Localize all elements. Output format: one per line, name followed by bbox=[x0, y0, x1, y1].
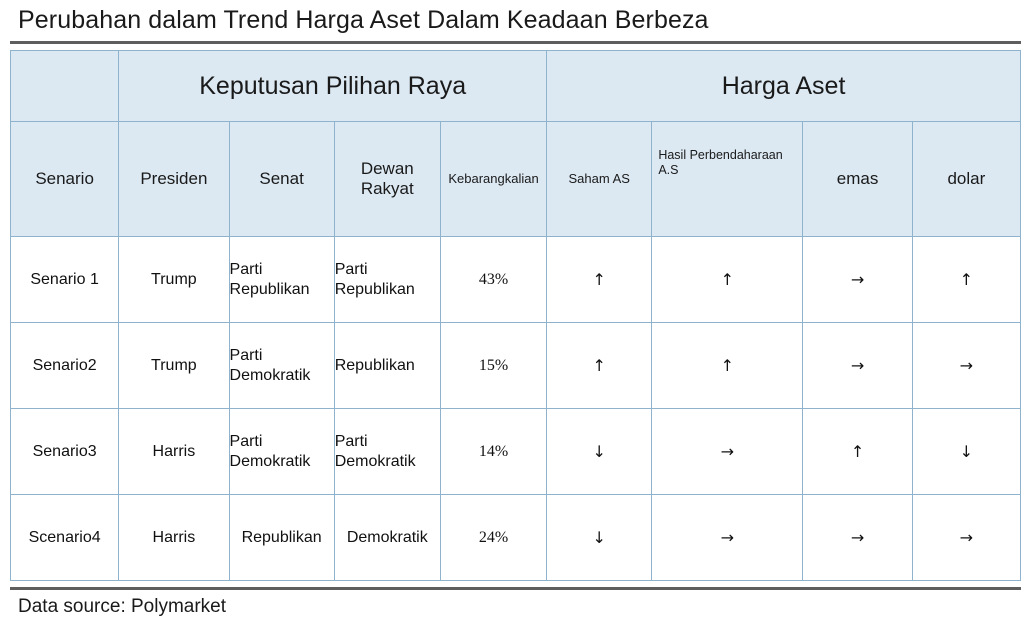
cell-presiden: Trump bbox=[119, 323, 229, 409]
group-header-blank bbox=[11, 51, 119, 122]
cell-dolar-arrow-icon: → bbox=[912, 323, 1020, 409]
cell-hasil-perbendaharaan-arrow-icon: → bbox=[652, 495, 803, 581]
col-header-senario: Senario bbox=[11, 122, 119, 237]
table-row bbox=[11, 495, 1021, 581]
cell-dewan-rakyat: Demokratik bbox=[334, 495, 440, 581]
cell-senario: Senario3 bbox=[11, 409, 119, 495]
table-group-header-row bbox=[11, 51, 1021, 122]
cell-dewan-rakyat: Parti Republikan bbox=[334, 237, 440, 323]
cell-kebarangkalian: 15% bbox=[440, 323, 546, 409]
col-header-senat: Senat bbox=[229, 122, 334, 237]
cell-kebarangkalian: 24% bbox=[440, 495, 546, 581]
cell-presiden: Harris bbox=[119, 495, 229, 581]
cell-senat: Parti Demokratik bbox=[229, 323, 334, 409]
table-row bbox=[11, 409, 1021, 495]
cell-presiden: Harris bbox=[119, 409, 229, 495]
cell-senario: Senario 1 bbox=[11, 237, 119, 323]
group-header-election: Keputusan Pilihan Raya bbox=[119, 51, 547, 122]
cell-hasil-perbendaharaan-arrow-icon: ↑ bbox=[652, 237, 803, 323]
cell-dewan-rakyat: Parti Demokratik bbox=[334, 409, 440, 495]
col-header-emas: emas bbox=[803, 122, 912, 237]
table-row bbox=[11, 237, 1021, 323]
scenario-table bbox=[10, 50, 1021, 581]
cell-kebarangkalian: 14% bbox=[440, 409, 546, 495]
cell-senario: Scenario4 bbox=[11, 495, 119, 581]
cell-dolar-arrow-icon: ↓ bbox=[912, 409, 1020, 495]
cell-emas-arrow-icon: → bbox=[803, 495, 912, 581]
col-header-kebarangkalian: Kebarangkalian bbox=[440, 122, 546, 237]
cell-hasil-perbendaharaan-arrow-icon: ↑ bbox=[652, 323, 803, 409]
cell-saham-as-arrow-icon: ↑ bbox=[547, 323, 652, 409]
cell-hasil-perbendaharaan-arrow-icon: → bbox=[652, 409, 803, 495]
cell-presiden: Trump bbox=[119, 237, 229, 323]
page-title: Perubahan dalam Trend Harga Aset Dalam Keadaan Berbeza bbox=[18, 6, 709, 34]
col-header-saham-as: Saham AS bbox=[547, 122, 652, 237]
cell-senat: Parti Demokratik bbox=[229, 409, 334, 495]
group-header-assets: Harga Aset bbox=[547, 51, 1021, 122]
cell-dolar-arrow-icon: → bbox=[912, 495, 1020, 581]
cell-emas-arrow-icon: → bbox=[803, 237, 912, 323]
col-header-presiden: Presiden bbox=[119, 122, 229, 237]
title-divider bbox=[10, 41, 1021, 44]
cell-emas-arrow-icon: ↑ bbox=[803, 409, 912, 495]
table-row bbox=[11, 323, 1021, 409]
cell-saham-as-arrow-icon: ↓ bbox=[547, 409, 652, 495]
cell-saham-as-arrow-icon: ↓ bbox=[547, 495, 652, 581]
cell-kebarangkalian: 43% bbox=[440, 237, 546, 323]
cell-dolar-arrow-icon: ↑ bbox=[912, 237, 1020, 323]
cell-senario: Senario2 bbox=[11, 323, 119, 409]
cell-senat: Republikan bbox=[229, 495, 334, 581]
cell-senat: Parti Republikan bbox=[229, 237, 334, 323]
cell-dewan-rakyat: Republikan bbox=[334, 323, 440, 409]
col-header-dewan-rakyat: Dewan Rakyat bbox=[334, 122, 440, 237]
cell-saham-as-arrow-icon: ↑ bbox=[547, 237, 652, 323]
cell-emas-arrow-icon: → bbox=[803, 323, 912, 409]
col-header-hasil-perbendaharaan: Hasil Perbendaharaan A.S bbox=[652, 122, 803, 237]
col-header-dolar: dolar bbox=[912, 122, 1020, 237]
data-source-label: Data source: Polymarket bbox=[18, 596, 227, 617]
table-column-header-row bbox=[11, 122, 1021, 237]
